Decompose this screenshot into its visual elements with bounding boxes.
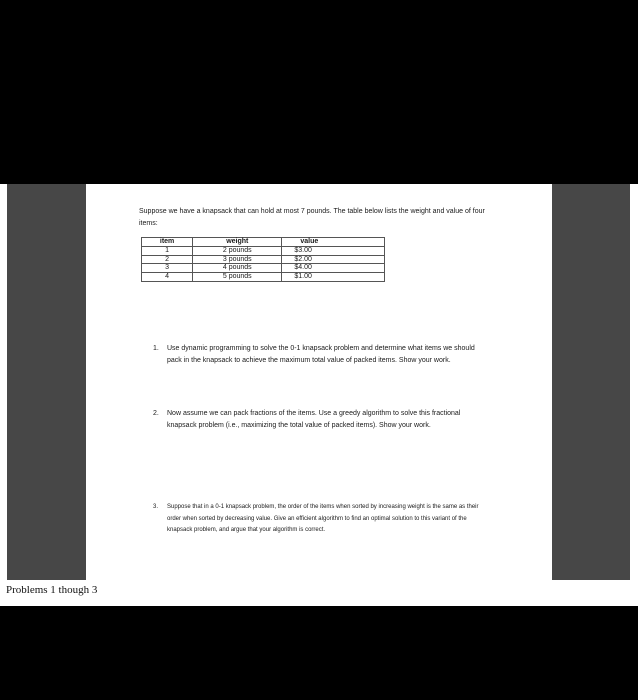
table-row — [142, 255, 385, 264]
question-2 — [153, 408, 483, 431]
question-3 — [153, 502, 491, 537]
right-margin-panel — [552, 184, 630, 580]
question-text: Suppose that in a 0-1 knapsack problem, the order of the items when sorted by increasing weight is the same as their order when sorted by decreasing value. Give an efficient algorithm to find an optimal solution to this variant of the knapsack problem, and argue that your algorithm is correct. — [167, 504, 479, 533]
left-margin-panel — [7, 184, 86, 580]
cell-item: 2 — [142, 255, 193, 264]
header-weight: weight — [193, 238, 282, 247]
cell-value: $2.00 — [282, 255, 385, 264]
table-row — [142, 246, 385, 255]
cell-value: $1.00 — [282, 273, 385, 282]
question-text: Now assume we can pack fractions of the items. Use a greedy algorithm to solve this fractional knapsack problem (i.e., maximizing the total value of packed items). Show your work. — [167, 410, 461, 429]
table-row — [142, 264, 385, 273]
question-number: 2. — [153, 410, 159, 417]
question-text: Use dynamic programming to solve the 0-1 knapsack problem and determine what items we should pack in the knapsack to achieve the maximum total value of packed items. Show your work. — [167, 345, 475, 364]
table-header-row — [142, 238, 385, 247]
cell-item: 4 — [142, 273, 193, 282]
cell-weight: 3 pounds — [193, 255, 282, 264]
table-row — [142, 273, 385, 282]
cell-value: $4.00 — [282, 264, 385, 273]
header-item: item — [142, 238, 193, 247]
header-value: value — [282, 238, 385, 247]
cell-item: 3 — [142, 264, 193, 273]
question-number: 1. — [153, 345, 159, 352]
items-table — [141, 237, 385, 282]
image-caption: Problems 1 though 3 — [6, 584, 98, 596]
cell-weight: 4 pounds — [193, 264, 282, 273]
question-number: 3. — [153, 504, 159, 510]
cell-value: $3.00 — [282, 246, 385, 255]
document-viewer — [0, 184, 638, 606]
question-1 — [153, 343, 483, 366]
document-page — [139, 206, 499, 533]
cell-item: 1 — [142, 246, 193, 255]
cell-weight: 5 pounds — [193, 273, 282, 282]
intro-paragraph: Suppose we have a knapsack that can hold at most 7 pounds. The table below lists the weight and value of four items: — [139, 208, 485, 227]
cell-weight: 2 pounds — [193, 246, 282, 255]
